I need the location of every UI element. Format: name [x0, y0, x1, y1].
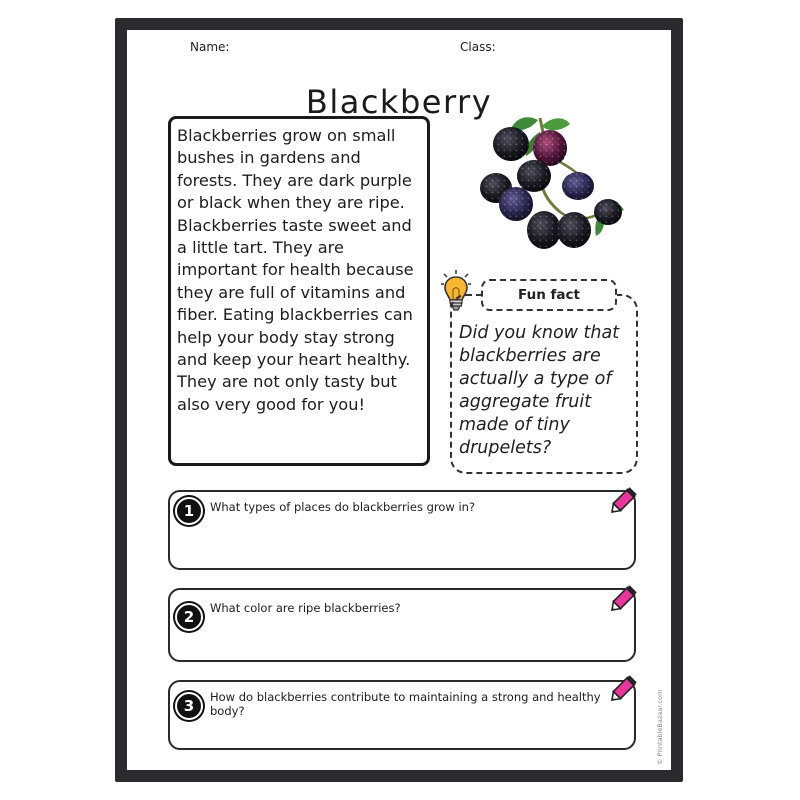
question-2-answer-box[interactable] — [168, 588, 636, 662]
name-label: Name: — [190, 40, 230, 54]
worksheet-title: Blackberry — [305, 83, 493, 122]
copyright-watermark: © PrintableBazaar.com — [656, 689, 664, 765]
question-3-text: How do blackberries contribute to maintaining a strong and healthy body? — [210, 690, 601, 718]
pencil-icon — [606, 580, 642, 616]
reading-passage: Blackberries grow on small bushes in gardens and forests. They are dark purple or black when they are ripe. Blackberries taste sweet and a little tart. They are important for health because they are full of vitamins and fiber. Eating blackberries can help your body stay strong and keep your heart healthy. They are not only tasty but also very good for you! — [177, 126, 414, 414]
question-2-number: 2 — [175, 603, 203, 631]
question-1-number: 1 — [175, 497, 203, 525]
question-3-number: 3 — [175, 692, 203, 720]
fun-fact-text: Did you know that blackberries are actually a type of aggregate fruit made of tiny drupelets? — [459, 323, 620, 458]
class-label: Class: — [460, 40, 496, 54]
question-1-text: What types of places do blackberries grow in? — [210, 500, 476, 514]
fun-fact-title: Fun fact — [481, 279, 617, 311]
reading-passage-box — [168, 116, 430, 466]
pencil-icon — [606, 482, 642, 518]
blackberry-illustration — [478, 112, 628, 257]
question-2-text: What color are ripe blackberries? — [210, 601, 401, 615]
pencil-icon — [606, 670, 642, 706]
